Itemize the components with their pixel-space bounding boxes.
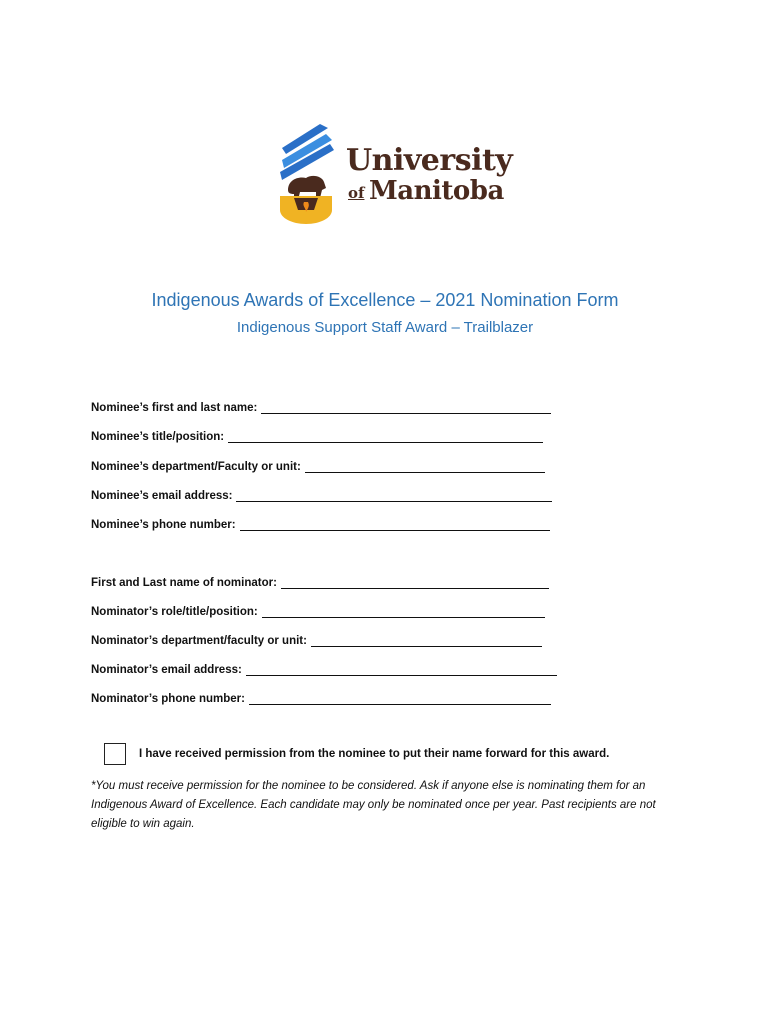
logo-of-text: of xyxy=(348,184,365,202)
nominee-email-input[interactable] xyxy=(236,489,552,502)
nominee-department-field xyxy=(91,460,545,473)
nominee-phone-field xyxy=(91,518,550,531)
field-label: Nominator’s role/title/position: xyxy=(91,606,258,618)
nominator-email-input[interactable] xyxy=(246,663,557,676)
field-label: Nominator’s phone number: xyxy=(91,693,245,705)
nominee-phone-input[interactable] xyxy=(240,518,550,531)
nominator-phone-field xyxy=(91,692,551,705)
nominator-role-input[interactable] xyxy=(262,605,545,618)
nominator-role-field xyxy=(91,605,545,618)
nominator-department-field xyxy=(91,634,542,647)
nominator-email-field xyxy=(91,663,557,676)
nominator-phone-input[interactable] xyxy=(249,692,551,705)
nominee-department-input[interactable] xyxy=(305,460,545,473)
field-label: Nominator’s department/faculty or unit: xyxy=(91,635,307,647)
nominator-name-input[interactable] xyxy=(281,576,549,589)
nominee-title-input[interactable] xyxy=(228,430,543,443)
field-label: First and Last name of nominator: xyxy=(91,577,277,589)
nominator-name-field xyxy=(91,576,549,589)
award-subtitle: Indigenous Support Staff Award – Trailblazer xyxy=(236,319,534,336)
field-label: Nominee’s phone number: xyxy=(91,519,236,531)
logo-university-text: University xyxy=(346,143,513,178)
form-title: Indigenous Awards of Excellence – 2021 Nomination Form xyxy=(151,290,619,310)
permission-checkbox[interactable] xyxy=(104,743,126,765)
field-label: Nominee’s title/position: xyxy=(91,431,225,443)
field-label: Nominee’s first and last name: xyxy=(91,402,258,414)
nominator-department-input[interactable] xyxy=(311,634,542,647)
field-label: Nominator’s email address: xyxy=(91,664,242,676)
eligibility-note: *You must receive permission for the nominee to be considered. Ask if anyone else is nominating them for an Indigenous Award of Excellence. Each candidate may only be nominated once per year. Past recipients are not eligible to win again. xyxy=(91,780,656,830)
logo-manitoba-text: Manitoba xyxy=(369,176,504,206)
university-of-manitoba-logo xyxy=(276,118,513,228)
field-label: Nominee’s department/Faculty or unit: xyxy=(91,461,301,473)
field-label: Nominee’s email address: xyxy=(91,490,233,502)
nominee-name-input[interactable] xyxy=(261,401,551,414)
nominee-title-field xyxy=(91,430,543,443)
nominee-name-field xyxy=(91,401,551,414)
bison-crest-icon xyxy=(276,118,336,226)
permission-label: I have received permission from the nominee to put their name forward for this award. xyxy=(139,748,610,760)
nominee-email-field xyxy=(91,489,552,502)
